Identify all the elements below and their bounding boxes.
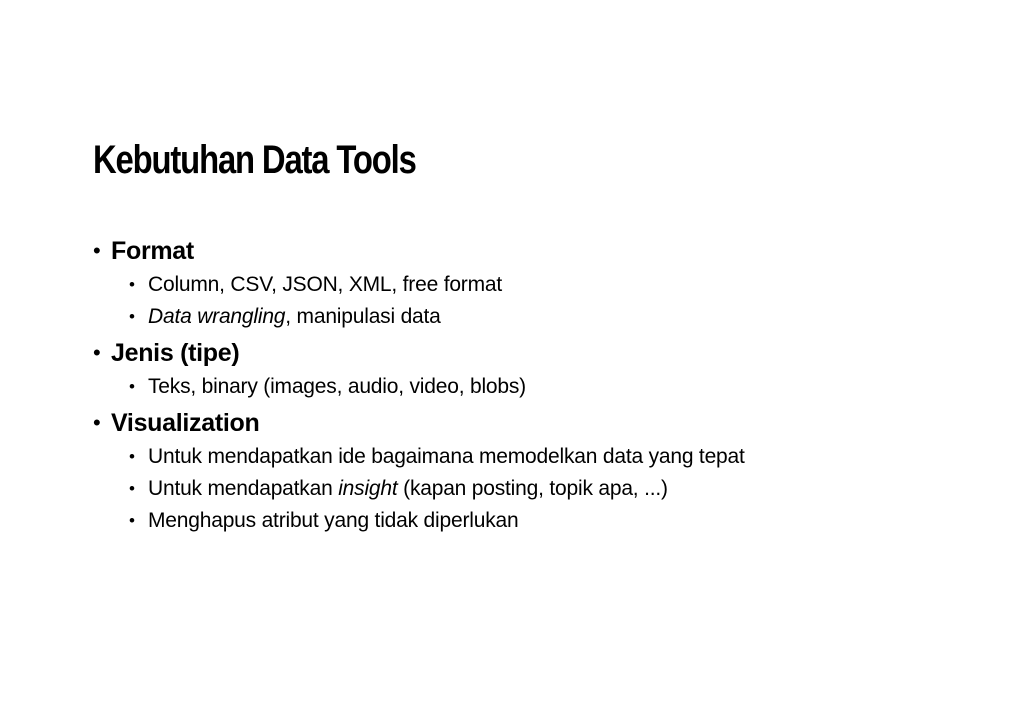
sub-bullet-text: , manipulasi data <box>285 305 441 328</box>
sub-bullet-types <box>93 374 973 400</box>
bullet-glyph: • <box>93 340 101 365</box>
slide-title: Kebutuhan Data Tools <box>93 138 416 182</box>
bullet-glyph: • <box>129 377 135 396</box>
sub-bullet-italic-term: Data wrangling <box>148 305 286 328</box>
bullet-glyph: • <box>93 410 101 435</box>
bullet-glyph: • <box>129 275 135 294</box>
sub-bullet-data-wrangling <box>93 304 973 330</box>
bullet-format <box>93 236 973 266</box>
sub-bullet-insight <box>93 476 973 502</box>
sub-bullet-text: Teks, binary (images, audio, video, blobs) <box>148 375 526 398</box>
bullet-glyph: • <box>93 238 101 263</box>
sub-bullet-text: Untuk mendapatkan ide bagaimana memodelkan data yang tepat <box>148 445 745 468</box>
bullet-glyph: • <box>129 447 135 466</box>
bullet-heading-format: Format <box>111 237 194 265</box>
bullet-heading-jenis: Jenis (tipe) <box>111 339 240 367</box>
bullet-glyph: • <box>129 307 135 326</box>
bullet-list <box>93 236 973 534</box>
sub-bullet-remove-attributes <box>93 508 973 534</box>
bullet-jenis <box>93 338 973 368</box>
sub-bullet-text: (kapan posting, topik apa, ...) <box>397 477 668 500</box>
sub-bullet-model-idea <box>93 444 973 470</box>
bullet-heading-visualization: Visualization <box>111 409 260 437</box>
sub-bullet-text: Column, CSV, JSON, XML, free format <box>148 273 503 296</box>
sub-bullet-italic-term: insight <box>338 477 398 500</box>
bullet-visualization <box>93 408 973 438</box>
bullet-glyph: • <box>129 511 135 530</box>
sub-bullet-text: Menghapus atribut yang tidak diperlukan <box>148 509 519 532</box>
sub-bullet-formats <box>93 272 973 298</box>
sub-bullet-text: Untuk mendapatkan <box>148 477 339 500</box>
bullet-glyph: • <box>129 479 135 498</box>
